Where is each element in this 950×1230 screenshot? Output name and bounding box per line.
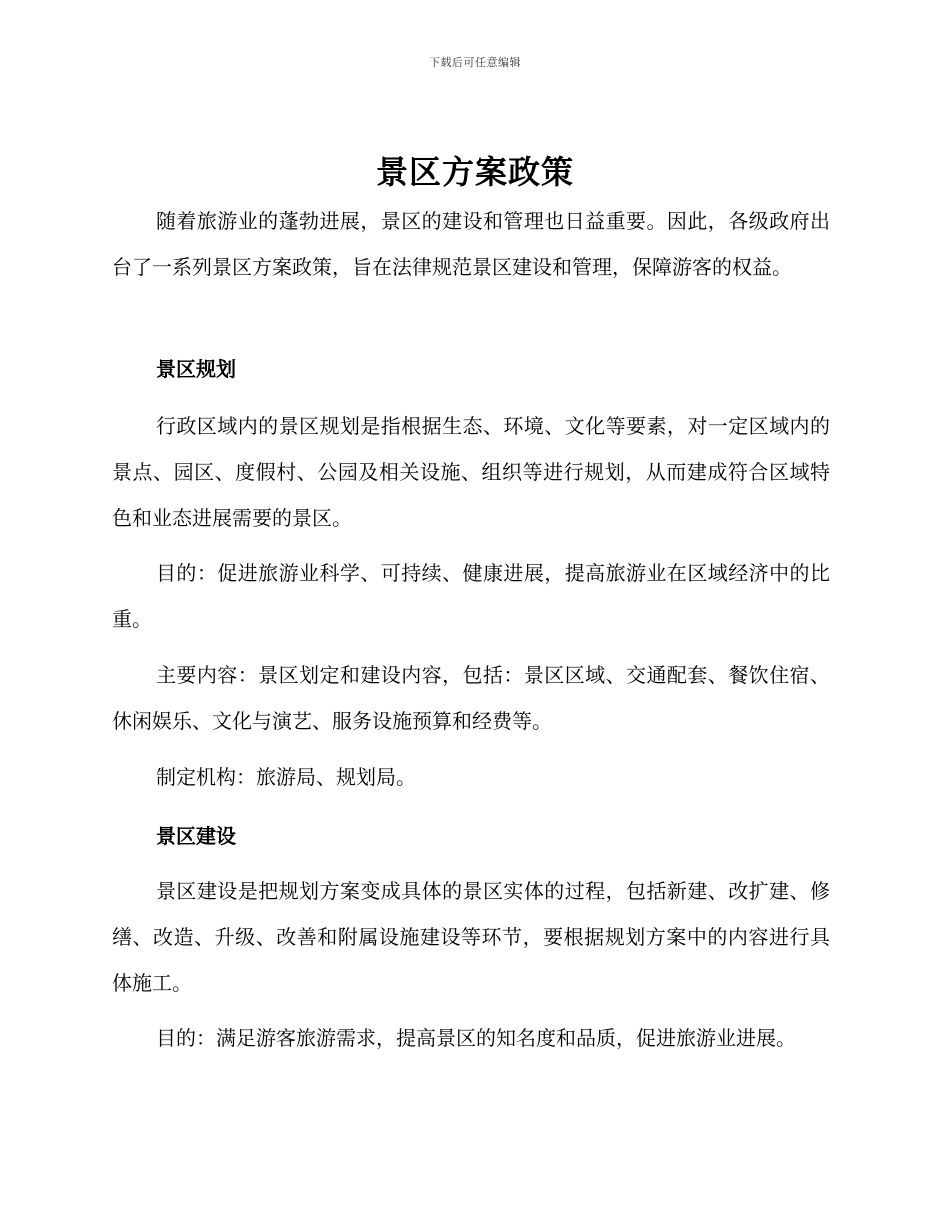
header-note: 下载后可任意编辑 bbox=[429, 56, 521, 69]
planning-definition-paragraph: 行政区域内的景区规划是指根据生态、环境、文化等要素，对一定区域内的景点、园区、度假村、公园及相关设施、组织等进行规划，从而建成符合区域特色和业态进展需要的景区。 bbox=[112, 414, 830, 530]
planning-organization-paragraph: 制定机构：旅游局、规划局。 bbox=[156, 765, 416, 789]
intro-paragraph: 随着旅游业的蓬勃进展，景区的建设和管理也日益重要。因此，各级政府出台了一系列景区方案政策，旨在法律规范景区建设和管理，保障游客的权益。 bbox=[112, 209, 830, 279]
planning-purpose-paragraph: 目的：促进旅游业科学、可持续、健康进展，提高旅游业在区域经济中的比重。 bbox=[112, 561, 830, 631]
document-title: 景区方案政策 bbox=[375, 153, 574, 191]
section-heading-construction: 景区建设 bbox=[156, 824, 236, 848]
section-heading-planning: 景区规划 bbox=[156, 357, 236, 381]
planning-content-paragraph: 主要内容：景区划定和建设内容，包括：景区区域、交通配套、餐饮住宿、休闲娱乐、文化与演艺、服务设施预算和经费等。 bbox=[112, 663, 830, 733]
construction-purpose-paragraph: 目的：满足游客旅游需求，提高景区的知名度和品质，促进旅游业进展。 bbox=[156, 1026, 796, 1050]
construction-definition-paragraph: 景区建设是把规划方案变成具体的景区实体的过程，包括新建、改扩建、修缮、改造、升级、改善和附属设施建设等环节，要根据规划方案中的内容进行具体施工。 bbox=[112, 879, 830, 995]
